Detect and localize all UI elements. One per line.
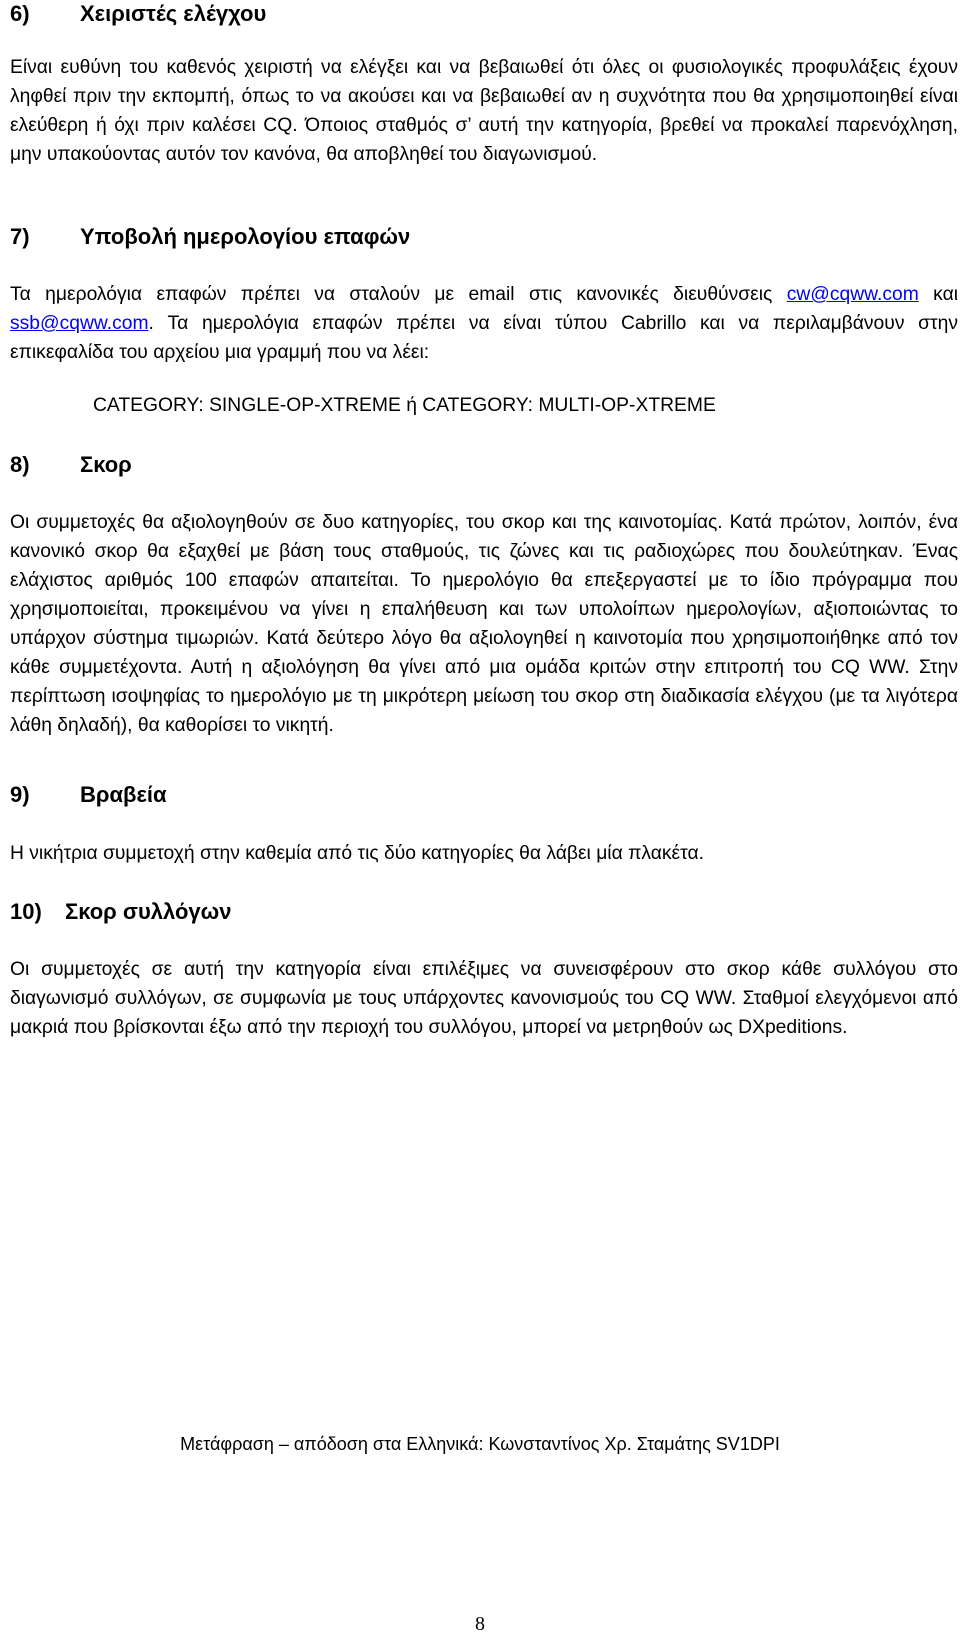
section-9-heading (10, 781, 167, 809)
section-10-number: 10) (10, 899, 42, 924)
section-10-title: Σκορ συλλόγων (65, 899, 232, 924)
category-line: CATEGORY: SINGLE-OP-XTREME ή CATEGORY: MULTI-OP-XTREME (93, 395, 716, 416)
section-7-paragraph (10, 280, 958, 367)
section-8-title: Σκορ (80, 452, 132, 477)
section-10-paragraph: Οι συμμετοχές σε αυτή την κατηγορία είναι επιλέξιμες να συνεισφέρουν στο σκορ κάθε συλλόγου στο διαγωνισμό συλλόγων, σε συμφωνία με τους υπάρχοντες κανονισμούς του CQ WW. Σταθμοί ελεγχόμενοι από μακριά που βρίσκονται έξω από την περιοχή του συλλόγου, μπορεί να μετρηθούν ως DXpeditions. (10, 959, 958, 1038)
section-10-heading (10, 898, 231, 926)
section-7-heading (10, 223, 410, 251)
section-7-text-between: και (918, 284, 958, 305)
page-number: 8 (475, 1613, 485, 1635)
section-7-text-start: Τα ημερολόγια επαφών πρέπει να σταλούν με email στις κανονικές διευθύνσεις (10, 284, 787, 305)
section-7-text-end: . Τα ημερολόγια επαφών πρέπει να είναι τύπου Cabrillo και να περιλαμβάνουν στην επικεφαλίδα του αρχείου μια γραμμή που να λέει: (10, 313, 958, 363)
section-8-heading (10, 451, 132, 479)
section-9-paragraph: Η νικήτρια συμμετοχή στην καθεμία από τις δύο κατηγορίες θα λάβει μία πλακέτα. (10, 843, 704, 864)
section-9-number: 9) (10, 782, 30, 807)
section-6-paragraph: Είναι ευθύνη του καθενός χειριστή να ελέγξει και να βεβαιωθεί ότι όλες οι φυσιολογικές προφυλάξεις έχουν ληφθεί πριν την εκπομπή, όπως το να ακούσει και να βεβαιωθεί αν η συχνότητα που θα χρησιμοποιηθεί είναι ελεύθερη ή όχι πριν καλέσει CQ. Όποιος σταθμός σ’ αυτή την κατηγορία, βρεθεί να προκαλεί παρενόχληση, μην υπακούοντας αυτόν τον κανόνα, θα αποβληθεί του διαγωνισμού. (10, 57, 958, 165)
section-6-number: 6) (10, 1, 30, 26)
email-link-ssb[interactable]: ssb@cqww.com (10, 313, 149, 334)
translation-credit-footer: Μετάφραση – απόδοση στα Ελληνικά: Κωνσταντίνος Χρ. Σταμάτης SV1DPI (180, 1434, 780, 1454)
section-6-heading (10, 0, 266, 28)
section-6-title: Χειριστές ελέγχου (80, 1, 267, 26)
document-page (10, 0, 958, 1637)
email-link-cw[interactable]: cw@cqww.com (786, 284, 919, 305)
section-7-number: 7) (10, 224, 30, 249)
section-8-paragraph: Οι συμμετοχές θα αξιολογηθούν σε δυο κατηγορίες, του σκορ και της καινοτομίας. Κατά πρώτον, λοιπόν, ένα κανονικό σκορ θα εξαχθεί με βάση τους σταθμούς, τις ζώνες και τις ραδιοχώρες που δουλεύτηκαν. Ένας ελάχιστος αριθμός 100 επαφών απαιτείται. Το ημερολόγιο θα επεξεργαστεί με το ίδιο πρόγραμμα που χρησιμοποιείται, προκειμένου να γίνει η επαλήθευση και των υπολοίπων ημερολογίων, αξιοποιώντας το υπάρχον σύστημα τιμωριών. Κατά δεύτερο λόγο θα αξιολογηθεί η καινοτομία που χρησιμοποιήθηκε από τον κάθε συμμετέχοντα. Αυτή η αξιολόγηση θα γίνει από μια ομάδα κριτών στην επιτροπή του CQ WW. Στην περίπτωση ισοψηφίας το ημερολόγιο με τη μικρότερη μείωση του σκορ στη διαδικασία ελέγχου (με τα λιγότερα λάθη δηλαδή), θα καθορίσει το νικητή. (10, 512, 958, 736)
section-9-title: Βραβεία (80, 782, 167, 807)
section-8-number: 8) (10, 452, 30, 477)
section-7-title: Υποβολή ημερολογίου επαφών (80, 224, 411, 249)
